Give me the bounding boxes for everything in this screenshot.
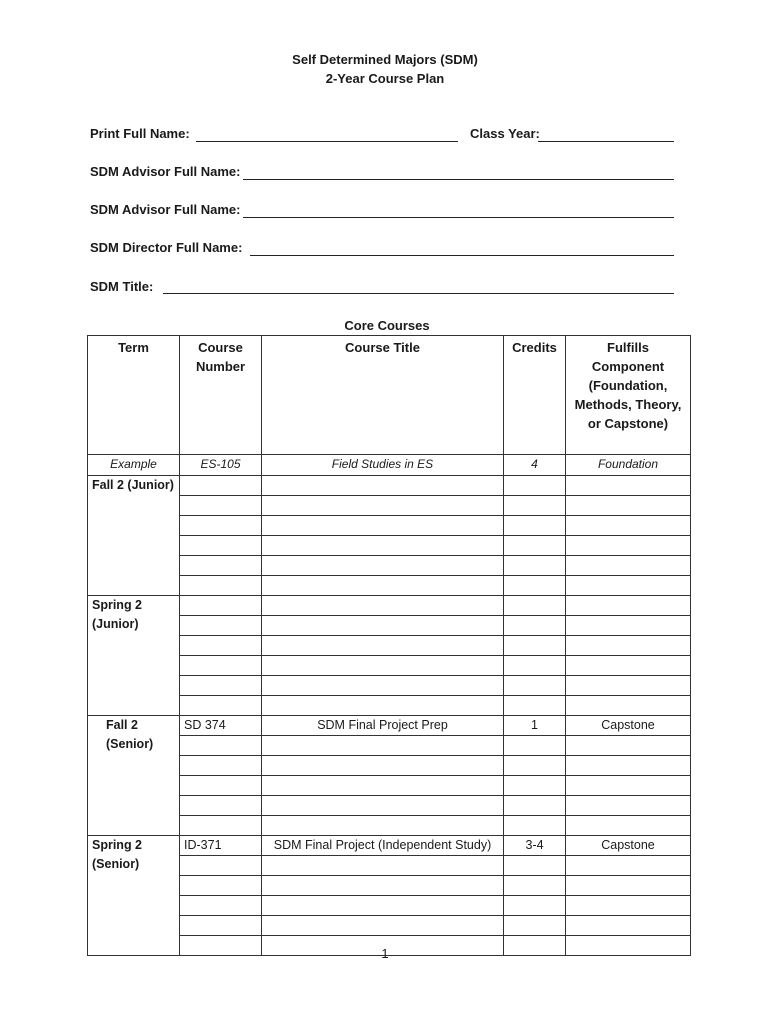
example-component: Foundation	[566, 455, 691, 476]
advisor2-field[interactable]	[243, 217, 674, 218]
director-field[interactable]	[250, 255, 674, 256]
example-course-number: ES-105	[180, 455, 262, 476]
term-header: Term	[88, 336, 180, 455]
table-row	[88, 716, 691, 736]
core-courses-heading: Core Courses	[344, 318, 430, 333]
fulfills-header: Fulfills Component (Foundation, Methods, Theory, or Capstone)	[566, 336, 691, 455]
sdm-title-field[interactable]	[163, 293, 674, 294]
director-label: SDM Director Full Name:	[90, 240, 243, 255]
term-fall-senior: Fall 2 (Senior)	[88, 716, 180, 836]
class-year-label: Class Year:	[470, 126, 540, 141]
table-row	[88, 836, 691, 856]
print-name-field[interactable]	[196, 141, 458, 142]
fall-senior-course-title[interactable]: SDM Final Project Prep	[262, 716, 504, 736]
course-title-header: Course Title	[262, 336, 504, 455]
class-year-field[interactable]	[538, 141, 674, 142]
print-name-label: Print Full Name:	[90, 126, 190, 141]
header-row	[88, 336, 691, 455]
term-spring-senior: Spring 2 (Senior)	[88, 836, 180, 956]
credits-header: Credits	[504, 336, 566, 455]
spring-senior-course-title[interactable]: SDM Final Project (Independent Study)	[262, 836, 504, 856]
term-fall-junior: Fall 2 (Junior)	[88, 476, 180, 596]
spring-senior-course-number[interactable]: ID-371	[180, 836, 262, 856]
advisor1-field[interactable]	[243, 179, 674, 180]
example-term: Example	[88, 455, 180, 476]
sdm-title-label: SDM Title:	[90, 279, 154, 294]
example-credits: 4	[504, 455, 566, 476]
table-row	[88, 476, 691, 496]
course-plan-table	[87, 335, 691, 956]
fall-senior-component[interactable]: Capstone	[566, 716, 691, 736]
spring-senior-component[interactable]: Capstone	[566, 836, 691, 856]
spring-senior-credits[interactable]: 3-4	[504, 836, 566, 856]
page-number: 1	[381, 946, 389, 961]
title-line-2: 2-Year Course Plan	[325, 71, 445, 86]
fall-senior-credits[interactable]: 1	[504, 716, 566, 736]
example-row	[88, 455, 691, 476]
advisor1-label: SDM Advisor Full Name:	[90, 164, 241, 179]
course-number-header: Course Number	[180, 336, 262, 455]
term-spring-junior: Spring 2 (Junior)	[88, 596, 180, 716]
fall-senior-course-number[interactable]: SD 374	[180, 716, 262, 736]
table-row	[88, 596, 691, 616]
advisor2-label: SDM Advisor Full Name:	[90, 202, 241, 217]
example-course-title: Field Studies in ES	[262, 455, 504, 476]
page-title	[0, 50, 770, 88]
title-line-1: Self Determined Majors (SDM)	[292, 52, 478, 67]
